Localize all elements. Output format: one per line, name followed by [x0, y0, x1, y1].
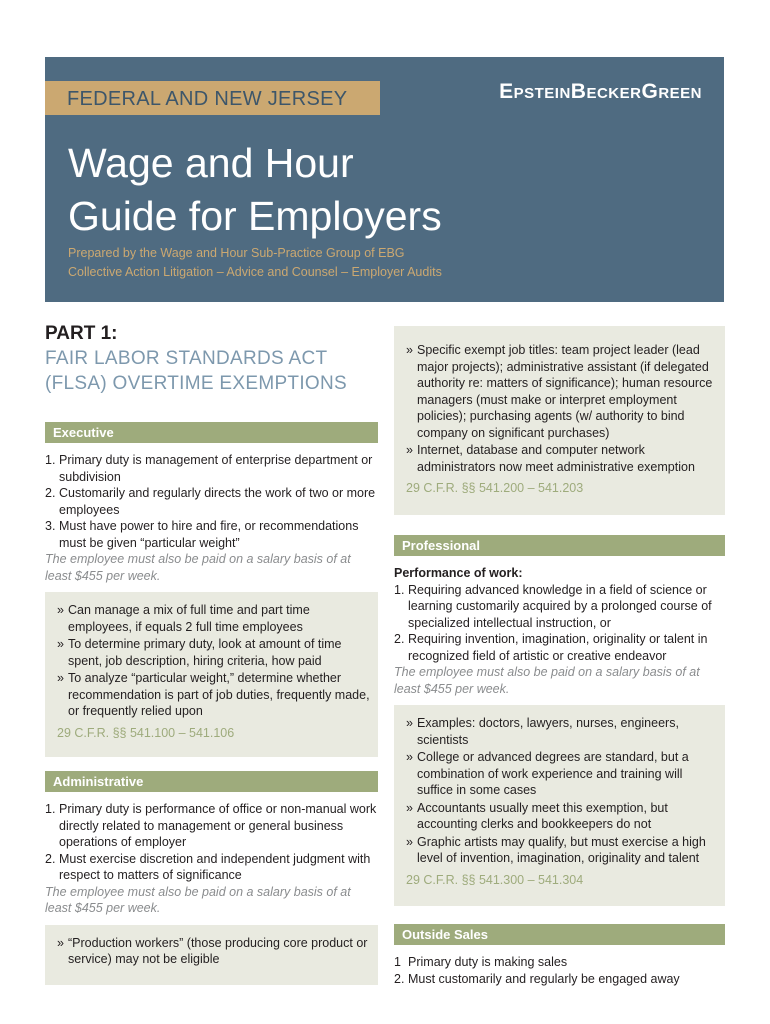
- administrative-citation: 29 C.F.R. §§ 541.200 – 541.203: [406, 481, 584, 495]
- list-item: [394, 631, 725, 664]
- bullet-glyph: »: [406, 800, 413, 815]
- bullet-glyph: »: [57, 935, 64, 950]
- list-item: [394, 954, 725, 971]
- professional-citation: 29 C.F.R. §§ 541.300 – 541.304: [406, 872, 584, 887]
- part-title-line1: FAIR LABOR STANDARDS ACT: [45, 348, 328, 369]
- note-item: [406, 749, 719, 799]
- bullet-glyph: »: [406, 343, 413, 357]
- part-label: PART 1:: [45, 323, 118, 344]
- professional-salary-note: The employee must also be paid on a salary basis of at least $455 per week.: [394, 665, 700, 696]
- outside-sales-heading: Outside Sales: [394, 924, 725, 945]
- administrative-notes-box: [45, 925, 378, 985]
- note-text: Internet, database and computer network administrators now meet administrative exemption: [417, 443, 695, 474]
- executive-notes-box: [45, 592, 378, 757]
- item-number: 2.: [394, 971, 405, 986]
- note-text: Accountants usually meet this exemption, but accounting clerks and bookkeepers do not: [417, 800, 668, 831]
- administrative-notes-continued-box: [394, 326, 725, 515]
- bullet-glyph: »: [406, 750, 413, 764]
- note-item: [406, 834, 719, 867]
- executive-heading: Executive: [45, 422, 378, 443]
- executive-citation: 29 C.F.R. §§ 541.100 – 541.106: [57, 725, 235, 740]
- item-number: 1.: [394, 582, 405, 597]
- bullet-glyph: »: [406, 716, 413, 730]
- guide-subtitle: [68, 244, 442, 282]
- part-title-line2: (FLSA) OVERTIME EXEMPTIONS: [45, 373, 347, 394]
- item-number: 2.: [394, 632, 405, 646]
- bullet-glyph: »: [57, 671, 64, 685]
- executive-criteria: [45, 452, 378, 551]
- note-item: [57, 935, 372, 968]
- guide-title: [68, 137, 442, 243]
- jurisdiction-tag: FEDERAL AND NEW JERSEY: [45, 81, 380, 115]
- note-item: [406, 442, 719, 475]
- note-text: Graphic artists may qualify, but must exercise a high level of invention, imagination, originality and talent: [417, 834, 706, 865]
- note-item: [57, 636, 372, 669]
- note-text: College or advanced degrees are standard, but a combination of work experience and training will suffice in some cases: [417, 750, 689, 797]
- note-item: [406, 715, 719, 748]
- item-number: 1.: [45, 802, 56, 816]
- bullet-glyph: »: [57, 637, 64, 651]
- bullet-glyph: »: [57, 603, 64, 617]
- administrative-criteria: [45, 801, 378, 884]
- item-text: Must customarily and regularly be engaged away: [408, 971, 680, 986]
- guide-title-line1: Wage and Hour: [68, 140, 354, 186]
- right-column: [394, 326, 725, 987]
- outside-sales-criteria: [394, 954, 725, 987]
- note-text: “Production workers” (those producing core product or service) may not be eligible: [68, 935, 368, 966]
- administrative-salary-note: The employee must also be paid on a salary basis of at least $455 per week.: [45, 884, 351, 915]
- bullet-glyph: »: [406, 834, 413, 849]
- administrative-heading: Administrative: [45, 771, 378, 792]
- item-number: 2.: [45, 851, 56, 866]
- note-item: [57, 602, 372, 635]
- item-number: 1: [394, 955, 401, 969]
- guide-title-line2: Guide for Employers: [68, 193, 442, 239]
- left-column: [45, 322, 378, 985]
- list-item: [45, 452, 378, 485]
- note-text: Can manage a mix of full time and part time employees, if equals 2 full time employees: [68, 603, 310, 634]
- list-item: [45, 801, 378, 851]
- item-text: Requiring advanced knowledge in a field of science or learning customarily acquired by a prolonged course of specialized intellectual instruction, or: [408, 582, 712, 630]
- professional-heading: Professional: [394, 535, 725, 556]
- item-text: Must have power to hire and fire, or recommendations must be given “particular weight”: [59, 519, 359, 550]
- bullet-glyph: »: [406, 443, 413, 457]
- item-text: Primary duty is management of enterprise department or subdivision: [59, 453, 373, 484]
- list-item: [394, 582, 725, 632]
- note-text: Examples: doctors, lawyers, nurses, engineers, scientists: [417, 716, 679, 747]
- note-text: To analyze “particular weight,” determine whether recommendation is part of job duties, frequently made, or frequently relied upon: [68, 671, 370, 718]
- list-item: [394, 971, 725, 988]
- professional-criteria: [394, 582, 725, 665]
- item-number: 3.: [45, 519, 56, 533]
- professional-notes-box: [394, 705, 725, 906]
- firm-logo: EpsteinBeckerGreen: [499, 80, 702, 103]
- item-text: Customarily and regularly directs the work of two or more employees: [59, 486, 376, 517]
- part-title: [45, 346, 378, 396]
- item-text: Must exercise discretion and independent judgment with respect to matters of significance: [59, 851, 371, 882]
- executive-salary-note: The employee must also be paid on a salary basis of at least $455 per week.: [45, 552, 351, 583]
- item-text: Requiring invention, imagination, originality or talent in recognized field of artistic or creative endeavor: [408, 632, 708, 663]
- note-item: [406, 342, 719, 441]
- list-item: [45, 485, 378, 518]
- subtitle-line1: Prepared by the Wage and Hour Sub-Practice Group of EBG: [68, 246, 405, 260]
- item-number: 2.: [45, 486, 56, 500]
- list-item: [45, 851, 378, 884]
- list-item: [45, 518, 378, 551]
- note-text: To determine primary duty, look at amount of time spent, job description, hiring criteria, how paid: [68, 637, 342, 668]
- item-number: 1.: [45, 453, 56, 467]
- subtitle-line2: Collective Action Litigation – Advice and Counsel – Employer Audits: [68, 265, 442, 279]
- header-banner: [45, 57, 724, 302]
- item-text: Primary duty is performance of office or non-manual work directly related to management or general business operations of employer: [59, 802, 377, 849]
- performance-label: Performance of work:: [394, 565, 523, 580]
- note-item: [57, 670, 372, 720]
- item-text: Primary duty is making sales: [408, 955, 568, 969]
- note-text: Specific exempt job titles: team project leader (lead major projects); administrative assistant (if delegated authority re: matters of significance); human resource managers (must make or interpret employment policies); purchasing agents (w/ authority to bind company on significant purchases): [417, 343, 713, 440]
- note-item: [406, 800, 719, 833]
